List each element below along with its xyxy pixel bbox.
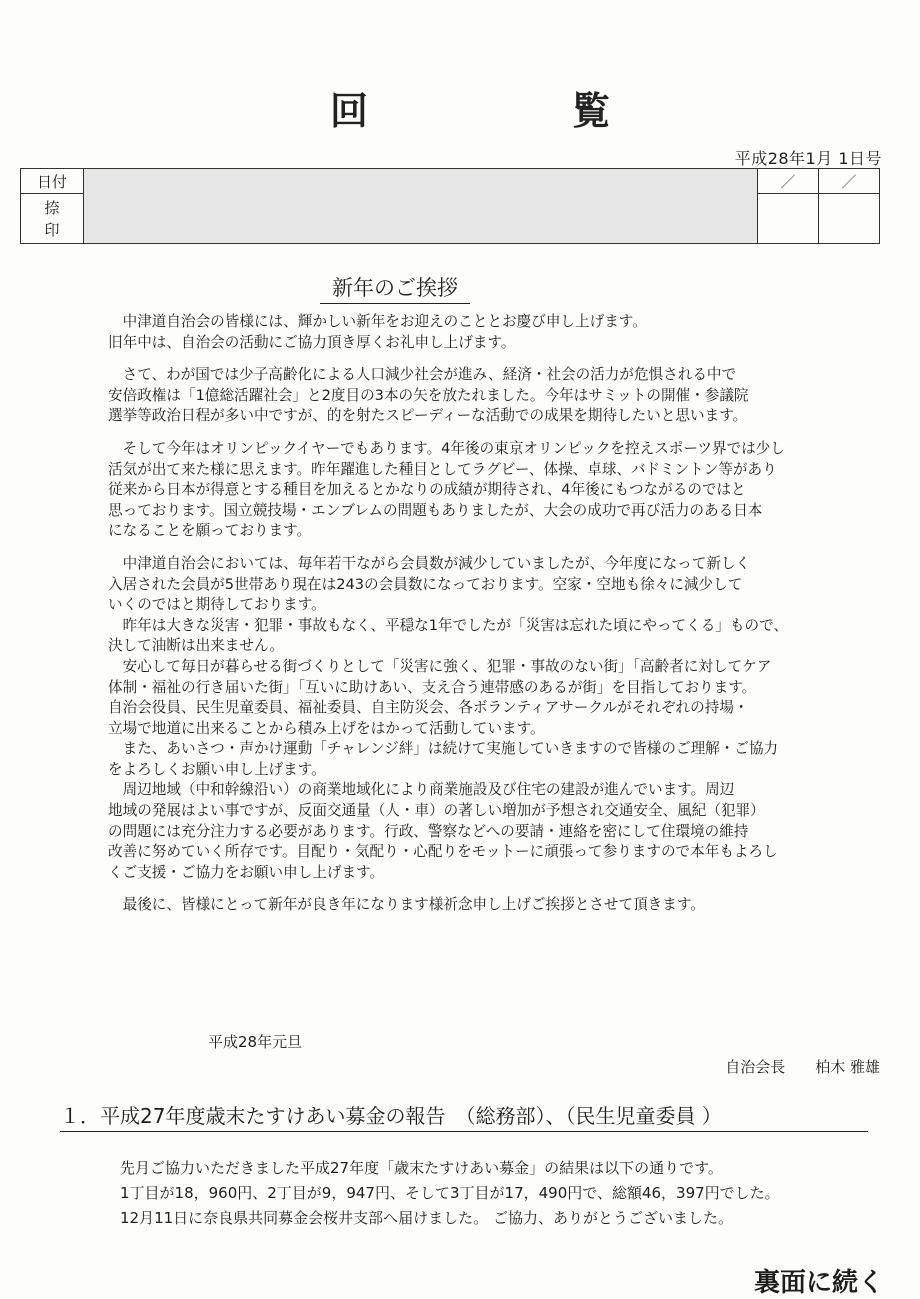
text-line: 先月ご協力いただきました平成27年度「歳末たすけあい募金」の結果は以下の通りです。 [120, 1159, 723, 1177]
text-line: 中津道自治会の皆様には、輝かしい新年をお迎えのこととお慶び申し上げます。 [108, 313, 647, 330]
issue-date: 平成28年1月 1日号 [734, 149, 882, 168]
text-line: 中津道自治会においては、毎年若干ながら会員数が減少していましたが、今年度になって新しく [108, 554, 751, 572]
date-cell-1: ／ [758, 169, 819, 194]
paragraph-gap [108, 353, 888, 365]
text-line: 体制・福祉の行き届いた街」「互いに助けあい、支え合う連帯感のあるが街」を目指しております。 [108, 678, 757, 696]
greeting-heading: 新年のご挨拶 [320, 272, 470, 304]
text-line: をよろしくお願い申し上げます。 [108, 760, 326, 778]
date-cell-2: ／ [819, 169, 880, 194]
stamp-label-2: 印 [44, 220, 60, 239]
text-line: 周辺地域（中和幹線沿い）の商業地域化により商業施設及び住宅の建設が進んでいます。周辺 [108, 781, 735, 799]
stamp-label [21, 194, 84, 244]
text-line: 思っております。国立競技場・エンブレムの問題もありましたが、大会の成功で再び活力のある日本 [108, 501, 763, 519]
circulation-stamp-table [20, 168, 880, 244]
text-line: 立場で地道に出来ることから積み上げをはかって活動しています。 [108, 719, 545, 737]
date-label: 日付 [21, 169, 84, 194]
text-line: 旧年中は、自治会の活動にご協力頂き厚くお礼申し上げます。 [108, 333, 516, 351]
text-line: くご支援・ご協力をお願い申し上げます。 [108, 863, 385, 881]
stamp-label-1: 捺 [44, 198, 60, 217]
text-line: 入居された会員が5世帯あり現在は243の会員数になっております。空家・空地も徐々に減少して [108, 575, 743, 593]
stamp-cell-2 [819, 194, 880, 244]
text-line: 安心して毎日が暮らせる街づくりとして「災害に強く、犯罪・事故のない街」「高齢者に対してケア [108, 657, 772, 675]
paragraph-gap [108, 883, 888, 895]
text-line: 決して油断は出来ません。 [108, 637, 285, 655]
text-line: 改善に努めていく所存です。目配り・気配り・心配りをモットーに頑張って参りますので本年もよろし [108, 843, 778, 861]
greeting-date: 平成28年元旦 [208, 1033, 303, 1051]
text-line: 従来から日本が得意とする種目を加えるとかなりの成績が期待され、4年後にもつながるのではと [108, 481, 746, 499]
document-title [330, 80, 610, 135]
text-line: そして今年はオリンピックイヤーでもあります。4年後の東京オリンピックを控えスポーツ界では少し [108, 439, 785, 457]
text-line: 1丁目が18，960円、2丁目が9，947円、そして3丁目が17，490円で、総額46，397円でした。 [120, 1184, 780, 1202]
text-line: になることを願っております。 [108, 522, 312, 540]
title-char-1: 回 [330, 88, 369, 133]
text-line: 昨年は大きな災害・犯罪・事故もなく、平穏な1年でしたが「災害は忘れた頃にやってくる」もので、 [108, 616, 789, 634]
text-line: 安倍政権は「1億総活躍社会」と2度目の3本の矢を放たれました。今年はサミットの開催・参議院 [108, 386, 749, 404]
title-char-2: 覧 [571, 88, 610, 133]
text-line: また、あいさつ・声かけ運動「チャレンジ絆」は続けて実施していきますので皆様のご理解・ご協力 [108, 740, 779, 758]
signer [725, 1056, 880, 1077]
redacted-names [84, 169, 758, 244]
text-line: の問題には充分注力する必要があります。行政、警察などへの要請・連絡を密にして住環境の維持 [108, 822, 749, 840]
text-line: 自治会役員、民生児童委員、福祉委員、自主防災会、各ボランティアサークルがそれぞれの持場・ [108, 699, 749, 717]
text-line: 12月11日に奈良県共同募金会桜井支部へ届けました。 ご協力、ありがとうございました。 [120, 1209, 733, 1227]
text-line: 最後に、皆様にとって新年が良き年になります様祈念申し上げご挨拶とさせて頂きます。 [108, 896, 705, 914]
text-line: 地域の発展はよい事ですが、反面交通量（人・車）の著しい増加が予想され交通安全、風紀（犯罪） [108, 802, 765, 820]
paragraph-gap [108, 542, 888, 554]
section1-title: １．平成27年度歳末たすけあい募金の報告 （総務部）、（民生児童委員 ） [60, 1100, 868, 1132]
text-line: 選挙等政治日程が多い中ですが、的を射たスピーディーな活動での成果を期待したいと思います。 [108, 407, 748, 425]
greeting-body [108, 312, 888, 916]
text-line: さて、わが国では少子高齢化による人口減少社会が進み、経済・社会の活力が危惧される中で [108, 366, 737, 384]
paragraph-gap [108, 427, 888, 439]
signer-title: 自治会長 [725, 1058, 786, 1076]
text-line: いくのではと期待しております。 [108, 596, 326, 614]
continued-on-back: 裏面に続く [753, 1268, 884, 1298]
stamp-cell-1 [758, 194, 819, 244]
section1-body [120, 1156, 900, 1231]
text-line: 活気が出て来た様に思えます。昨年躍進した種目としてラグビー、体操、卓球、バドミントン等があり [108, 460, 777, 478]
signer-name: 柏木 雅雄 [815, 1058, 880, 1076]
